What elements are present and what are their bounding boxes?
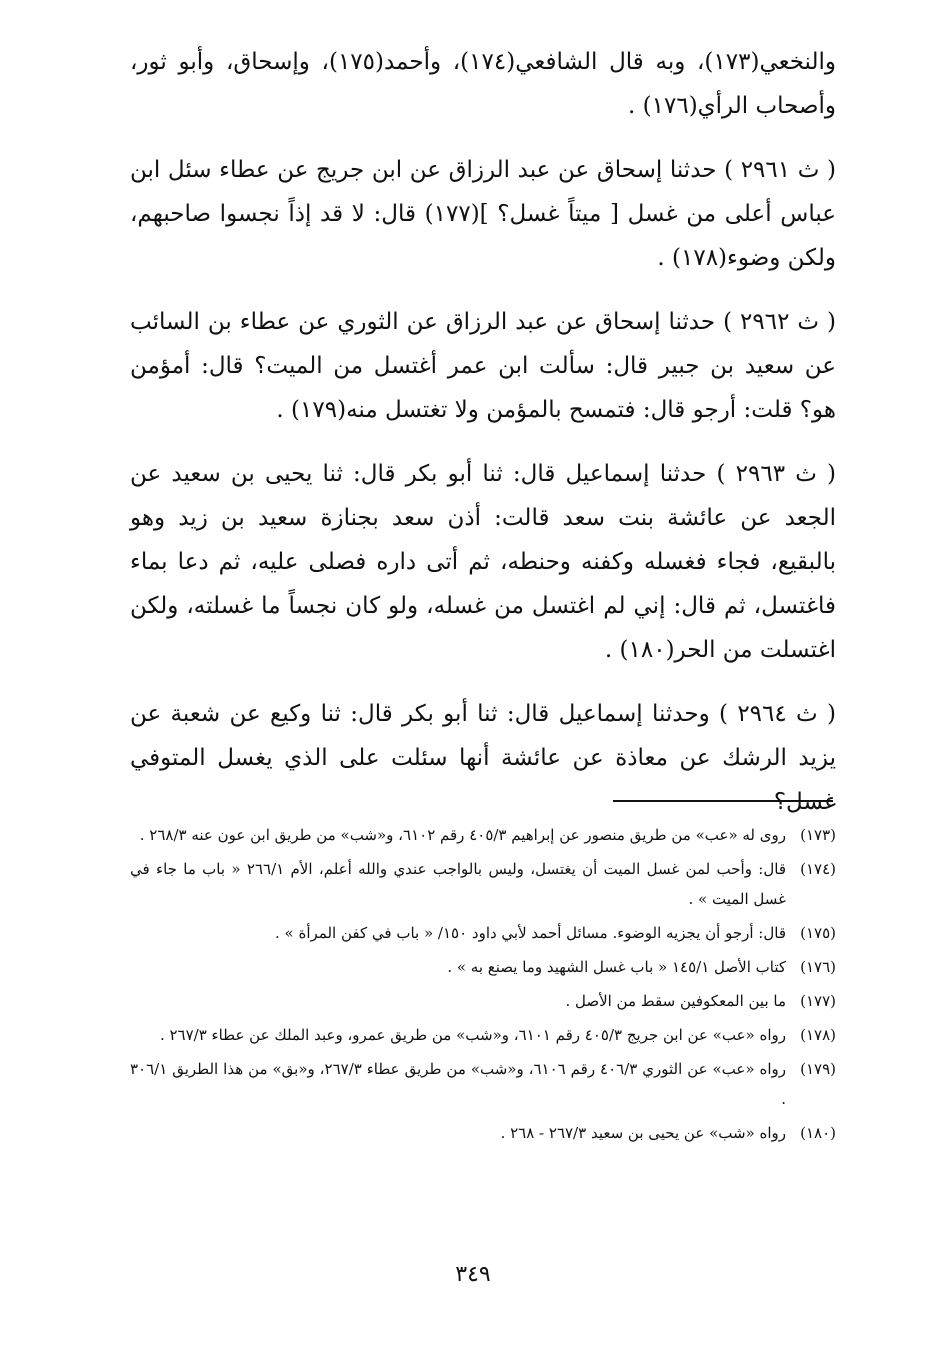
paragraph-2961: ( ث ٢٩٦١ ) حدثنا إسحاق عن عبد الرزاق عن ابن جريج عن عطاء سئل ابن عباس أعلى من غسل [ ميتاً غسل؟ ](١٧٧) قال: لا قد إذاً نجسوا صاحبهم، ولكن وضوء(١٧٨) . (130, 157, 836, 271)
paragraph-intro: والنخعي(١٧٣)، وبه قال الشافعي(١٧٤)، وأحمد(١٧٥)، وإسحاق، وأبو ثور، وأصحاب الرأي(١٧٦) . (130, 49, 836, 119)
paragraph-2962: ( ث ٢٩٦٢ ) حدثنا إسحاق عن عبد الرزاق عن الثوري عن عطاء بن السائب عن سعيد بن جبير قال: سألت ابن عمر أغتسل من الميت؟ قال: أمؤمن هو؟ قلت: أرجو قال: فتمسح بالمؤمن ولا تغتسل منه(١٧٩) . (130, 309, 836, 423)
main-text (130, 40, 836, 824)
footnote (130, 820, 836, 850)
footnote-number: (١٧٦) (800, 958, 836, 976)
footnote (130, 986, 836, 1016)
footnote-text: روى له «عب» من طريق منصور عن إبراهيم ٤٠٥/٣ رقم ٦١٠٢، و«شب» من طريق ابن عون عنه ٢٦٨/٣ . (139, 826, 786, 844)
paragraph-2964: ( ث ٢٩٦٤ ) وحدثنا إسماعيل قال: ثنا أبو بكر قال: ثنا وكيع عن شعبة عن يزيد الرشك عن معاذة عن عائشة أنها سئلت على الذي يغسل المتوفي غسل؟ (130, 701, 836, 815)
footnote (130, 952, 836, 982)
footnote-number: (١٧٩) (800, 1060, 836, 1078)
footnote-text: رواه «شب» عن يحيى بن سعيد ٢٦٧/٣ - ٢٦٨ . (500, 1124, 786, 1142)
footnote (130, 918, 836, 948)
footnote-text: كتاب الأصل ١٤٥/١ « باب غسل الشهيد وما يصنع به » . (447, 958, 786, 976)
page-number: ٣٤٩ (455, 1262, 491, 1287)
footnote (130, 1020, 836, 1050)
footnote (130, 1054, 836, 1114)
footnote-number: (١٨٠) (800, 1124, 836, 1142)
footnote-text: رواه «عب» عن ابن جريج ٤٠٥/٣ رقم ٦١٠١، و«شب» من طريق عمرو، وعبد الملك عن عطاء ٢٦٧/٣ . (159, 1026, 786, 1044)
footnote-separator (613, 800, 833, 802)
footnote-text: قال: وأحب لمن غسل الميت أن يغتسل، وليس بالواجب عندي والله أعلم، الأم ٢٦٦/١ « باب ما جاء في غسل الميت » . (130, 860, 786, 908)
footnote-text: رواه «عب» عن الثوري ٤٠٦/٣ رقم ٦١٠٦، و«شب» من طريق عطاء ٢٦٧/٣، و«بق» من هذا الطريق ٣٠٦/١ . (130, 1060, 786, 1108)
footnote (130, 854, 836, 914)
footnote-number: (١٧٧) (800, 992, 836, 1010)
footnotes (130, 820, 836, 1152)
footnote-number: (١٧٤) (800, 860, 836, 878)
footnote (130, 1118, 836, 1148)
footnote-text: ما بين المعكوفين سقط من الأصل . (565, 992, 786, 1010)
footnote-number: (١٧٣) (800, 826, 836, 844)
paragraph-2963: ( ث ٢٩٦٣ ) حدثنا إسماعيل قال: ثنا أبو بكر قال: ثنا يحيى بن سعيد عن الجعد عن عائشة بنت سعد قالت: أذن سعد بجنازة سعيد بن زيد وهو بالبقيع، فجاء فغسله وكفنه وحنطه، ثم أتى داره فصلى عليه، ثم دعا بماء فاغتسل، ثم قال: إني لم اغتسل من غسله، ولو كان نجساً ما غسلته، ولكن اغتسلت من الحر(١٨٠) . (130, 461, 836, 663)
footnote-number: (١٧٨) (800, 1026, 836, 1044)
footnote-number: (١٧٥) (800, 924, 836, 942)
footnote-text: قال: أرجو أن يجزيه الوضوء. مسائل أحمد لأبي داود ١٥٠/ « باب في كفن المرأة » . (275, 924, 786, 942)
